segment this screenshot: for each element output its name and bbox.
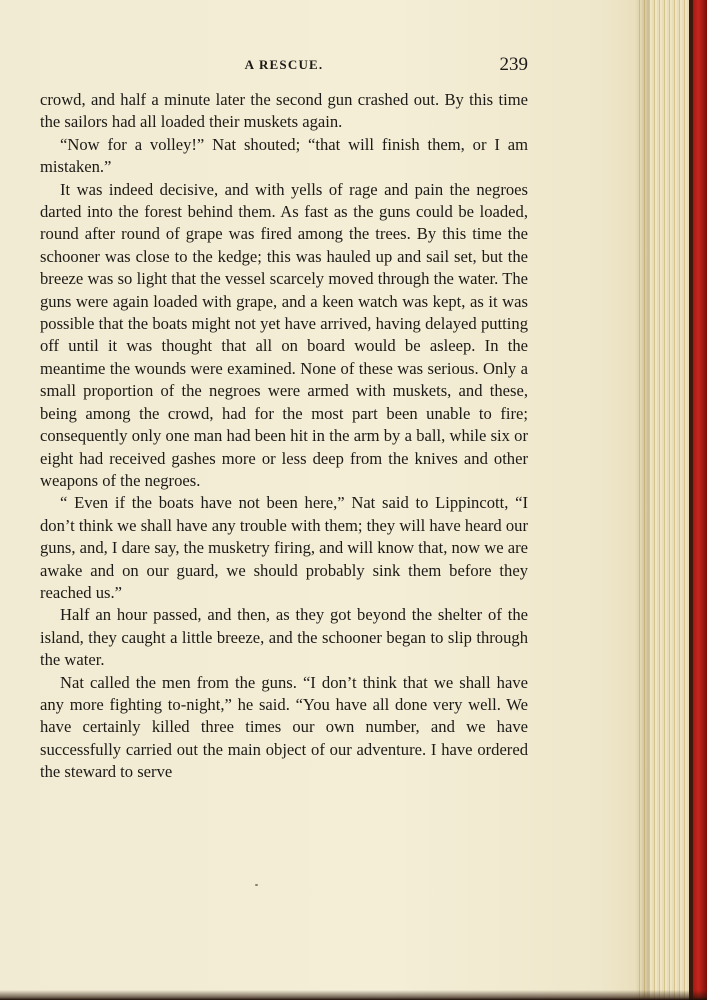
paragraph: “ Even if the boats have not been here,” Nat said to Lippincott, “I don’t think we shall have any trouble with them; they will have heard our guns, and, I dare say, the musketry firing, and will know that, now we are awake and on our guard, we should probably sink them before they reached us.”	[40, 493, 528, 602]
bottom-shadow	[0, 990, 707, 1000]
page-header	[40, 54, 528, 78]
paragraph-continuation: crowd, and half a minute later the second gun crashed out. By this time the sailors had all loaded their muskets again.	[40, 90, 528, 132]
red-book-cover	[693, 0, 707, 1000]
paragraph: It was indeed decisive, and with yells of rage and pain the negroes darted into the forest behind them. As fast as the guns could be loaded, round after round of grape was fired among the trees. By this time the schooner was close to the kedge; this was hauled up and sail set, but the breeze was so light that the vessel scarcely moved through the water. The guns were again loaded with grape, and a keen watch was kept, as it was possible that the boats might not yet have arrived, having delayed putting off until it was thought that all on board would be asleep. In the meantime the wounds were examined. None of these was serious. Only a small proportion of the negroes were armed with muskets, and these, being among the crowd, had for the most part been unable to fire; consequently only one man had been hit in the arm by a ball, while six or eight had received gashes more or less deep from the knives and other weapons of the negroes.	[40, 179, 528, 490]
paragraph: Nat called the men from the guns. “I don’t think that we shall have any more fighting to-night,” he said. “You have all done very well. We have certainly killed three times our own number, and we have successfully carried out the main object of our adventure. I have ordered the steward to serve	[40, 672, 528, 782]
gutter-shadow	[635, 0, 649, 1000]
paragraph: “Now for a volley!” Nat shouted; “that will finish them, or I am mistaken.”	[40, 134, 528, 177]
body-text	[40, 89, 528, 784]
running-head: A RESCUE.	[244, 57, 324, 72]
paragraph: Half an hour passed, and then, as they got beyond the shelter of the island, they caught a little breeze, and the schooner began to slip through the water.	[40, 605, 528, 670]
page-number: 239	[499, 54, 528, 75]
paper-speck	[255, 884, 258, 886]
